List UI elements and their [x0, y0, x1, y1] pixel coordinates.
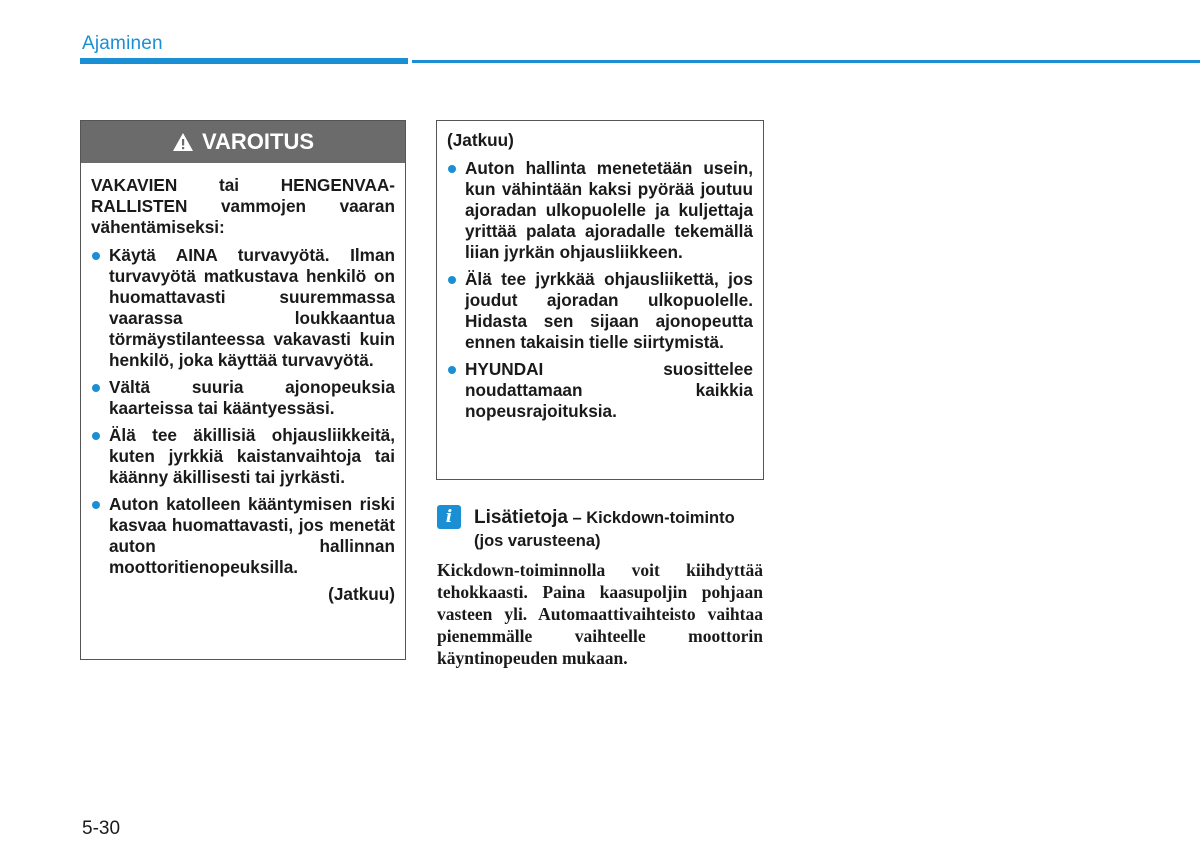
warning-box: [80, 120, 406, 660]
info-body: Kickdown-toiminnolla voit kiihdyttää tehokkaasti. Paina kaasupoljin pohjaan vasteen yli. Automaattivaihteisto vaihtaa pienemmälle vaihteelle moottorin käyntinopeuden mukaan.: [437, 560, 763, 668]
warning-item: Älä tee äkillisiä ohjausliikkeitä, kuten jyrkkiä kaistanvaihtoja tai käänny äkillisesti tai jyrkästi.: [91, 425, 395, 488]
page-number: 5-30: [82, 818, 121, 839]
bullet-icon: [92, 252, 100, 260]
warning-item: Auton katolleen kääntymisen riski kasvaa huomattavasti, jos menetät auton hallinnan moottoritienopeuksilla.: [91, 494, 395, 578]
warning-triangle-icon: [172, 132, 194, 152]
continuation-list: [447, 158, 753, 422]
header-rule-thick: [80, 58, 408, 64]
bullet-icon: [448, 276, 456, 284]
continued-label: (Jatkuu): [447, 130, 514, 150]
warning-continuation-box: [436, 120, 764, 480]
warning-header: [81, 121, 405, 163]
warning-title: VAROITUS: [201, 129, 315, 154]
warning-list: [91, 245, 395, 578]
info-title-main: Lisätietoja: [474, 507, 568, 528]
warning-lead: VAKAVIEN tai HENGENVAA-RALLISTEN vammojen vaaran vähentämiseksi:: [91, 175, 395, 237]
bullet-icon: [448, 165, 456, 173]
info-icon: i: [437, 505, 461, 529]
warning-item: Vältä suuria ajonopeuksia kaarteissa tai kääntyessäsi.: [91, 377, 395, 419]
bullet-icon: [92, 384, 100, 392]
continuation-item: HYUNDAI suosittelee noudattamaan kaikkia nopeusrajoituksia.: [447, 359, 753, 422]
warning-item: Käytä AINA turvavyötä. Ilman turvavyötä matkustava henkilö on huomattavasti suuremmassa vaarassa loukkaantua törmäystilanteessa vakavasti kuin henkilö, joka käyttää turvavyötä.: [91, 245, 395, 371]
continuation-item: Älä tee jyrkkää ohjausliikettä, jos joudut ajoradan ulkopuolelle. Hidasta sen sijaan ajonopeutta ennen takaisin tielle siirtymistä.: [447, 269, 753, 353]
info-title-sub: – Kickdown-toiminto (jos varusteena): [474, 509, 735, 550]
section-title: Ajaminen: [82, 33, 163, 54]
bullet-icon: [448, 366, 456, 374]
continuation-item: Auton hallinta menetetään usein, kun vähintään kaksi pyörää joutuu ajoradan ulkopuolelle ja kuljettaja yrittää palata ajoradalle tekemällä liian jyrkän ohjausliikkeen.: [447, 158, 753, 263]
warning-body: [81, 163, 405, 605]
bullet-icon: [92, 432, 100, 440]
info-title: [474, 507, 764, 553]
continued-label: (Jatkuu): [328, 584, 395, 604]
header-rule-thin: [412, 60, 1200, 63]
bullet-icon: [92, 501, 100, 509]
